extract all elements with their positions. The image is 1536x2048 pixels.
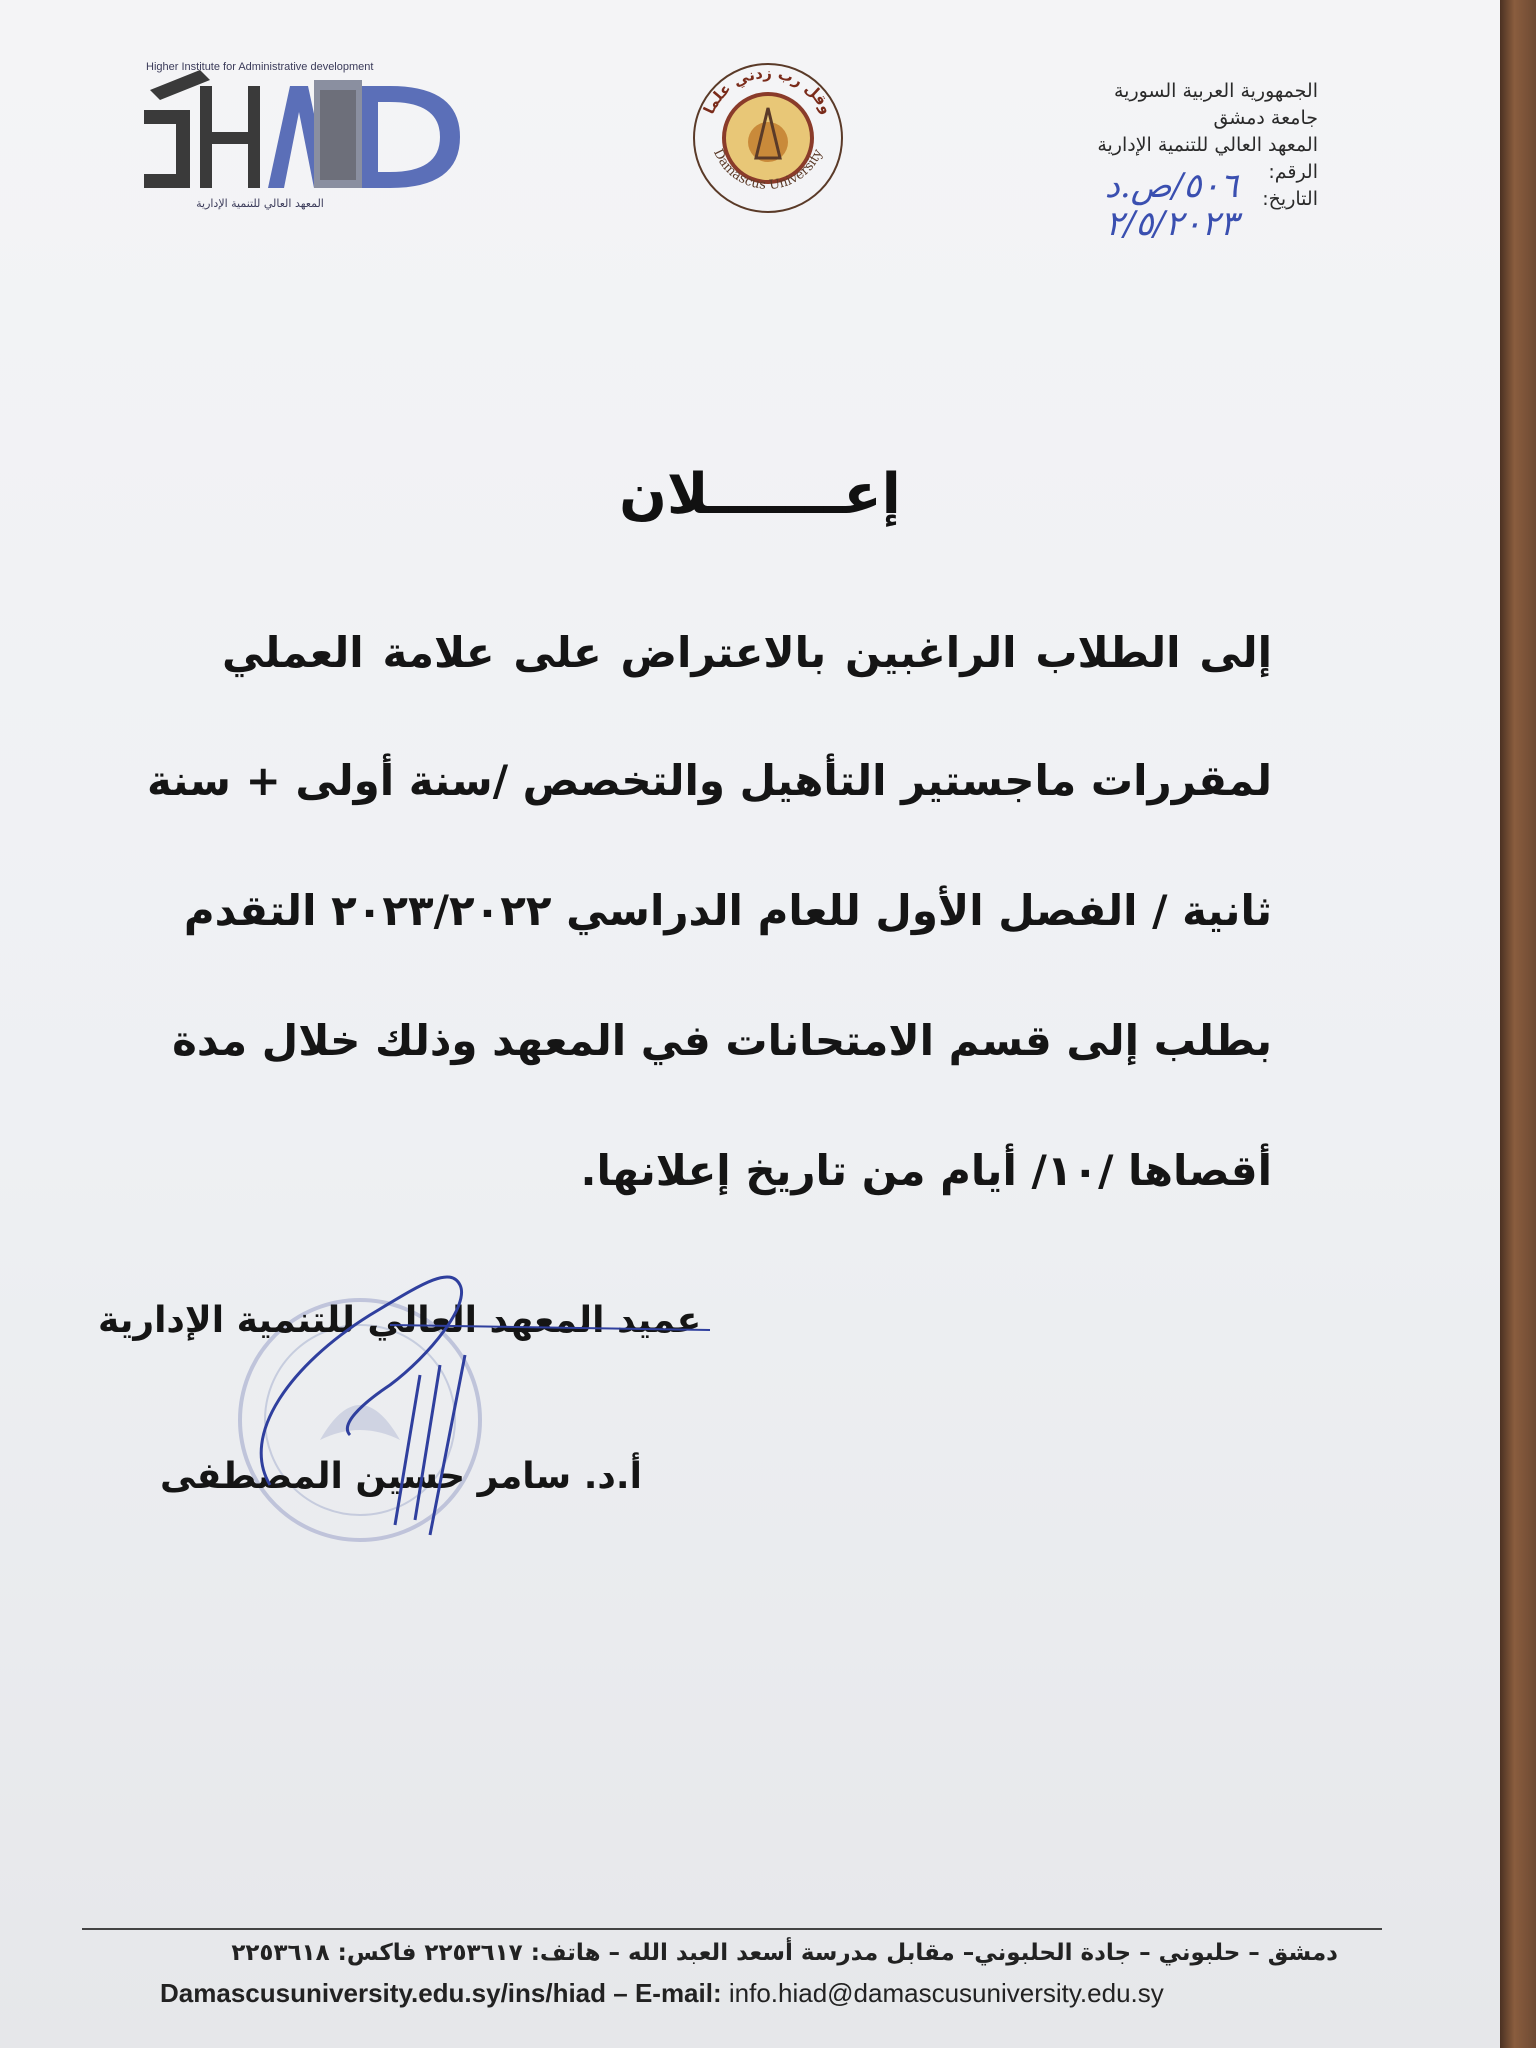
ref-label: الرقم: (1268, 161, 1318, 183)
signatory-title: عميد المعهد العالي للتنمية الإدارية (98, 1300, 702, 1341)
announcement-line: بطلب إلى قسم الامتحانات في المعهد وذلك خلال مدة (172, 1016, 1272, 1065)
footer-divider (82, 1928, 1382, 1930)
footer-address: دمشق – حلبوني – جادة الحلبوني– مقابل مدرسة أسعد العبد الله – هاتف: ٢٢٥٣٦١٧ فاكس: ٢٢٥٣٦١٨ (231, 1940, 1338, 1966)
announcement-line: لمقررات ماجستير التأهيل والتخصص /سنة أولى + سنة (147, 756, 1272, 805)
announcement-title: إعـــــــلان (619, 462, 901, 527)
damascus-university-seal (688, 58, 848, 218)
footer-contact (160, 1978, 1164, 2009)
footer-email-label: – E-mail: (606, 1978, 729, 2008)
announcement-line: إلى الطلاب الراغبين بالاعتراض على علامة العملي (222, 628, 1272, 677)
desk-background (1500, 0, 1536, 2048)
announcement-line: أقصاها /١٠/ أيام من تاريخ إعلانها. (580, 1146, 1272, 1195)
footer-website: Damascusuniversity.edu.sy/ins/hiad (160, 1978, 607, 2008)
hiad-tagline-en: Higher Institute for Administrative development (146, 61, 374, 73)
seal-motto: وقل رب زدني علما (699, 63, 837, 117)
university-name: جامعة دمشق (1213, 107, 1318, 129)
handwritten-signature (230, 1255, 730, 1545)
ref-number: ٥٠٦/ص.د (1104, 166, 1238, 206)
hiad-tagline-ar: المعهد العالي للتنمية الإدارية (196, 197, 324, 210)
letter-date: ٢/٥/٢٠٢٣ (1105, 204, 1238, 244)
country-name: الجمهورية العربية السورية (1113, 80, 1318, 102)
hiad-logo (140, 50, 470, 210)
signatory-name: أ.د. سامر حسين المصطفى (160, 1456, 642, 1497)
institute-name: المعهد العالي للتنمية الإدارية (1097, 134, 1318, 156)
seal-name: Damascus University (710, 146, 826, 194)
footer-email: info.hiad@damascusuniversity.edu.sy (728, 1978, 1164, 2008)
date-label: التاريخ: (1262, 188, 1318, 210)
announcement-line: ثانية / الفصل الأول للعام الدراسي ٢٠٢٣/٢٠٢٢ التقدم (183, 886, 1272, 935)
